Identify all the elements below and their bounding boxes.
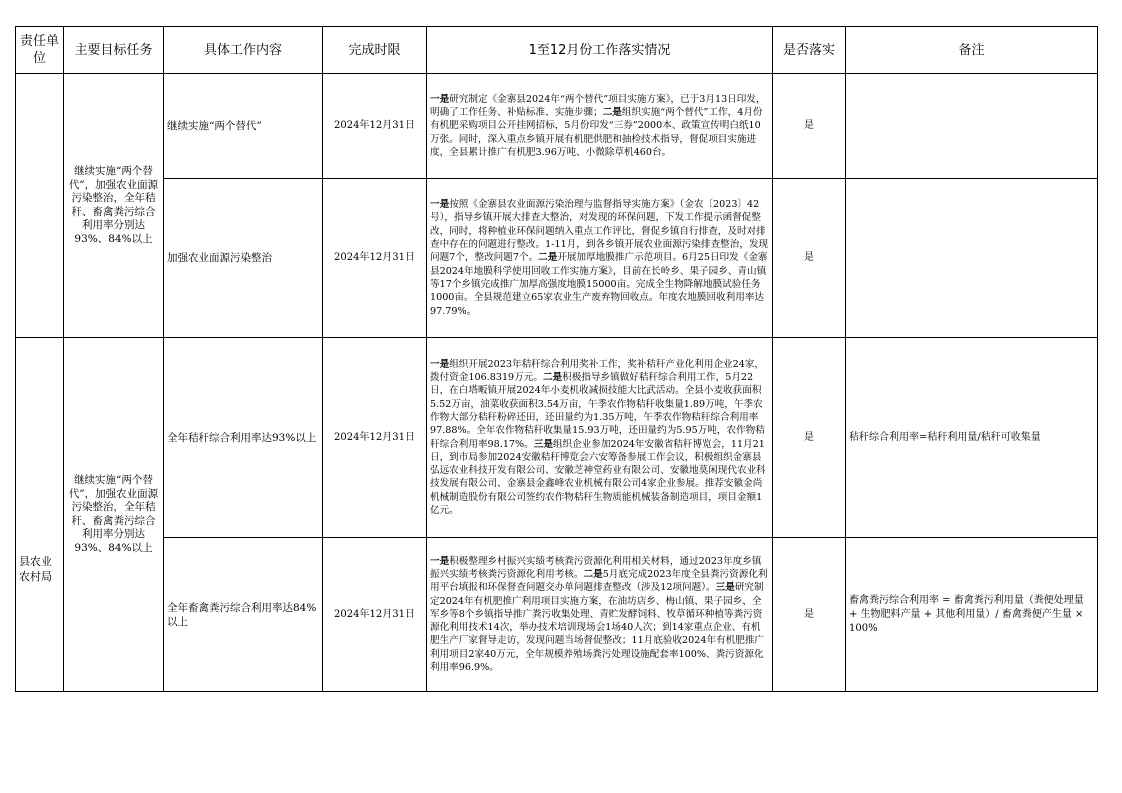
detail-text: 开展加厚地膜推广示范项目。6月25日印发《金寨县2024年地膜科学使用回收工作实施方案》，目前在长岭乡、果子园乡、青山镇等17个乡镇完成推广加厚高强度地膜15000亩。完成全生物降解地膜试验任务1000亩。全县规范建立65家农业生产废弃物回收点。年度农地膜回收利用率达97.79%。 bbox=[430, 252, 768, 317]
deadline-cell: 2024年12月31日 bbox=[323, 179, 427, 338]
detail-ordinal: 三是 bbox=[533, 438, 553, 450]
done-cell: 是 bbox=[773, 538, 846, 692]
progress-detail-cell bbox=[427, 179, 773, 338]
header-note: 备注 bbox=[846, 27, 1098, 74]
goal-cell: 继续实施“两个替代”，加强农业面源污染整治，全年秸秆、畜禽粪污综合利用率分别达93%、84%以上 bbox=[64, 74, 164, 338]
detail-ordinal: 一是 bbox=[430, 199, 450, 211]
detail-ordinal: 一是 bbox=[430, 93, 450, 105]
note-cell: 畜禽粪污综合利用率 = 畜禽粪污利用量（粪便处理量 + 生物肥料产量 + 其他利用量）/ 畜禽粪便产生量 × 100% bbox=[846, 538, 1098, 692]
table-row bbox=[16, 179, 1098, 338]
done-cell: 是 bbox=[773, 338, 846, 538]
header-goal: 主要目标任务 bbox=[64, 27, 164, 74]
task-cell: 继续实施“两个替代” bbox=[164, 74, 323, 179]
progress-detail-cell bbox=[427, 338, 773, 538]
header-row bbox=[16, 27, 1098, 74]
table-row bbox=[16, 338, 1098, 538]
table-row bbox=[16, 538, 1098, 692]
detail-text: 组织实施“两个替代”工作，4月份有机肥采购项目公开挂网招标，5月份印发“三券”2000本、政策宣传明白纸10万张。同时，深入重点乡镇开展有机肥供肥和抽检技术指导，督促项目实施进度，全县累计推广有机肥3.96万吨、小微除草机460台。 bbox=[430, 107, 763, 158]
detail-text: 按照《金寨县农业面源污染治理与监督指导实施方案》（金农〔2023〕42 号），指导乡镇开展大排查大整治，对发现的环保问题，下发工作提示函督促整改，同时，将种植业环保问题纳入重点工作评比，督促乡镇自行排查，及时对排查中存在的问题进行整改。1-11月，到各乡镇开展农业面源污染排查整治，发现问题7个，整改问题7个。 bbox=[430, 199, 769, 264]
detail-text: 研究制定《金寨县2024年“两个替代”项目实施方案》，已于3月13日印发，明确了工作任务、补贴标准、实施步骤； bbox=[430, 93, 766, 119]
detail-text: 组织开展2023年秸秆综合利用奖补工作，奖补秸秆产业化利用企业24家，拨付资金106.8319万元。 bbox=[430, 358, 765, 384]
unit-cell bbox=[16, 338, 64, 692]
detail-text: 组织企业参加2024年安徽省秸秆博览会，11月21日，到市局参加2024安徽秸秆博览会六安筹备参展工作会议，积极组织金寨县弘远农业科技开发有限公司、安徽芝神堂药业有限公司、安徽地莫闲现代农业科技发展有限公司、金寨县金鑫峰农业机械有限公司4家企业参展。推荐安徽金尚机械制造股份有限公司签约农作物秸秆生物质能机械装备制造项目，项目金额1亿元。 bbox=[430, 438, 766, 516]
task-cell: 全年畜禽粪污综合利用率达84%以上 bbox=[164, 538, 323, 692]
task-cell: 加强农业面源污染整治 bbox=[164, 179, 323, 338]
detail-ordinal: 二是 bbox=[542, 372, 563, 384]
note-cell: 秸秆综合利用率=秸秆利用量/秸秆可收集量 bbox=[846, 338, 1098, 538]
detail-ordinal: 二是 bbox=[538, 252, 558, 264]
header-unit: 责任单位 bbox=[16, 27, 64, 74]
header-progress: 1至12月份工作落实情况 bbox=[427, 27, 773, 74]
header-task: 具体工作内容 bbox=[164, 27, 323, 74]
detail-ordinal: 一是 bbox=[430, 358, 450, 370]
deadline-cell: 2024年12月31日 bbox=[323, 74, 427, 179]
done-cell: 是 bbox=[773, 74, 846, 179]
unit-cell-empty bbox=[16, 74, 64, 338]
unit-label: 县农业农村局 bbox=[19, 554, 52, 583]
detail-ordinal: 三是 bbox=[715, 582, 735, 594]
table-row bbox=[16, 74, 1098, 179]
detail-text: 研究制定2024年有机肥推广利用项目实施方案，在油坊店乡、梅山镇、果子园乡、全军乡等8个乡镇指导推广粪污收集处理、青贮发酵饲料、牧草循环种植等粪污资源化利用技术14次，举办技术培训现场会1场40人次；到14家重点企业、有机肥生产厂家督导走访，发现问题当场督促整改；11月底验收2024年有机肥推广利用项目2家40万元，全年规模养殖场粪污处理设施配套率100%、粪污资源化利用率96.9%。 bbox=[430, 582, 765, 674]
detail-text: 积极指导乡镇做好秸秆综合利用工作，5月22日，在白塔畈镇开展2024年小麦机收减损技能大比武活动。全县小麦收获面积5.52万亩，油菜收获面积3.54万亩，午季农作物秸秆收集量1.89万吨，午季农作物大部分秸秆粉碎还田，还田量约为1.35万吨，午季农作物秸秆综合利用率97.88%。全年农作物秸秆收集量15.93万吨，还田量约为5.95万吨，农作物秸秆综合利用率98.17%。 bbox=[430, 372, 765, 450]
detail-ordinal: 一是 bbox=[430, 555, 450, 567]
note-cell bbox=[846, 179, 1098, 338]
goal-cell: 继续实施“两个替代”，加强农业面源污染整治，全年秸秆、畜禽粪污综合利用率分别达93%、84%以上 bbox=[64, 338, 164, 692]
detail-text: 5月底完成2023年度全县粪污资源化利用平台填报和环保督查问题交办单问题排查整改（涉及12项问题）。 bbox=[430, 568, 768, 594]
header-deadline: 完成时限 bbox=[323, 27, 427, 74]
detail-text: 积极整理乡村振兴实绩考核粪污资源化利用相关材料，通过2023年度乡镇振兴实绩考核粪污资源化利用考核。 bbox=[430, 555, 762, 580]
progress-detail-cell bbox=[427, 538, 773, 692]
detail-ordinal: 二是 bbox=[583, 568, 603, 580]
done-cell: 是 bbox=[773, 179, 846, 338]
task-cell: 全年秸秆综合利用率达93%以上 bbox=[164, 338, 323, 538]
progress-table bbox=[15, 26, 1098, 692]
note-cell bbox=[846, 74, 1098, 179]
header-done: 是否落实 bbox=[773, 27, 846, 74]
deadline-cell: 2024年12月31日 bbox=[323, 538, 427, 692]
deadline-cell: 2024年12月31日 bbox=[323, 338, 427, 538]
progress-detail-cell bbox=[427, 74, 773, 179]
detail-ordinal: 二是 bbox=[602, 107, 622, 119]
